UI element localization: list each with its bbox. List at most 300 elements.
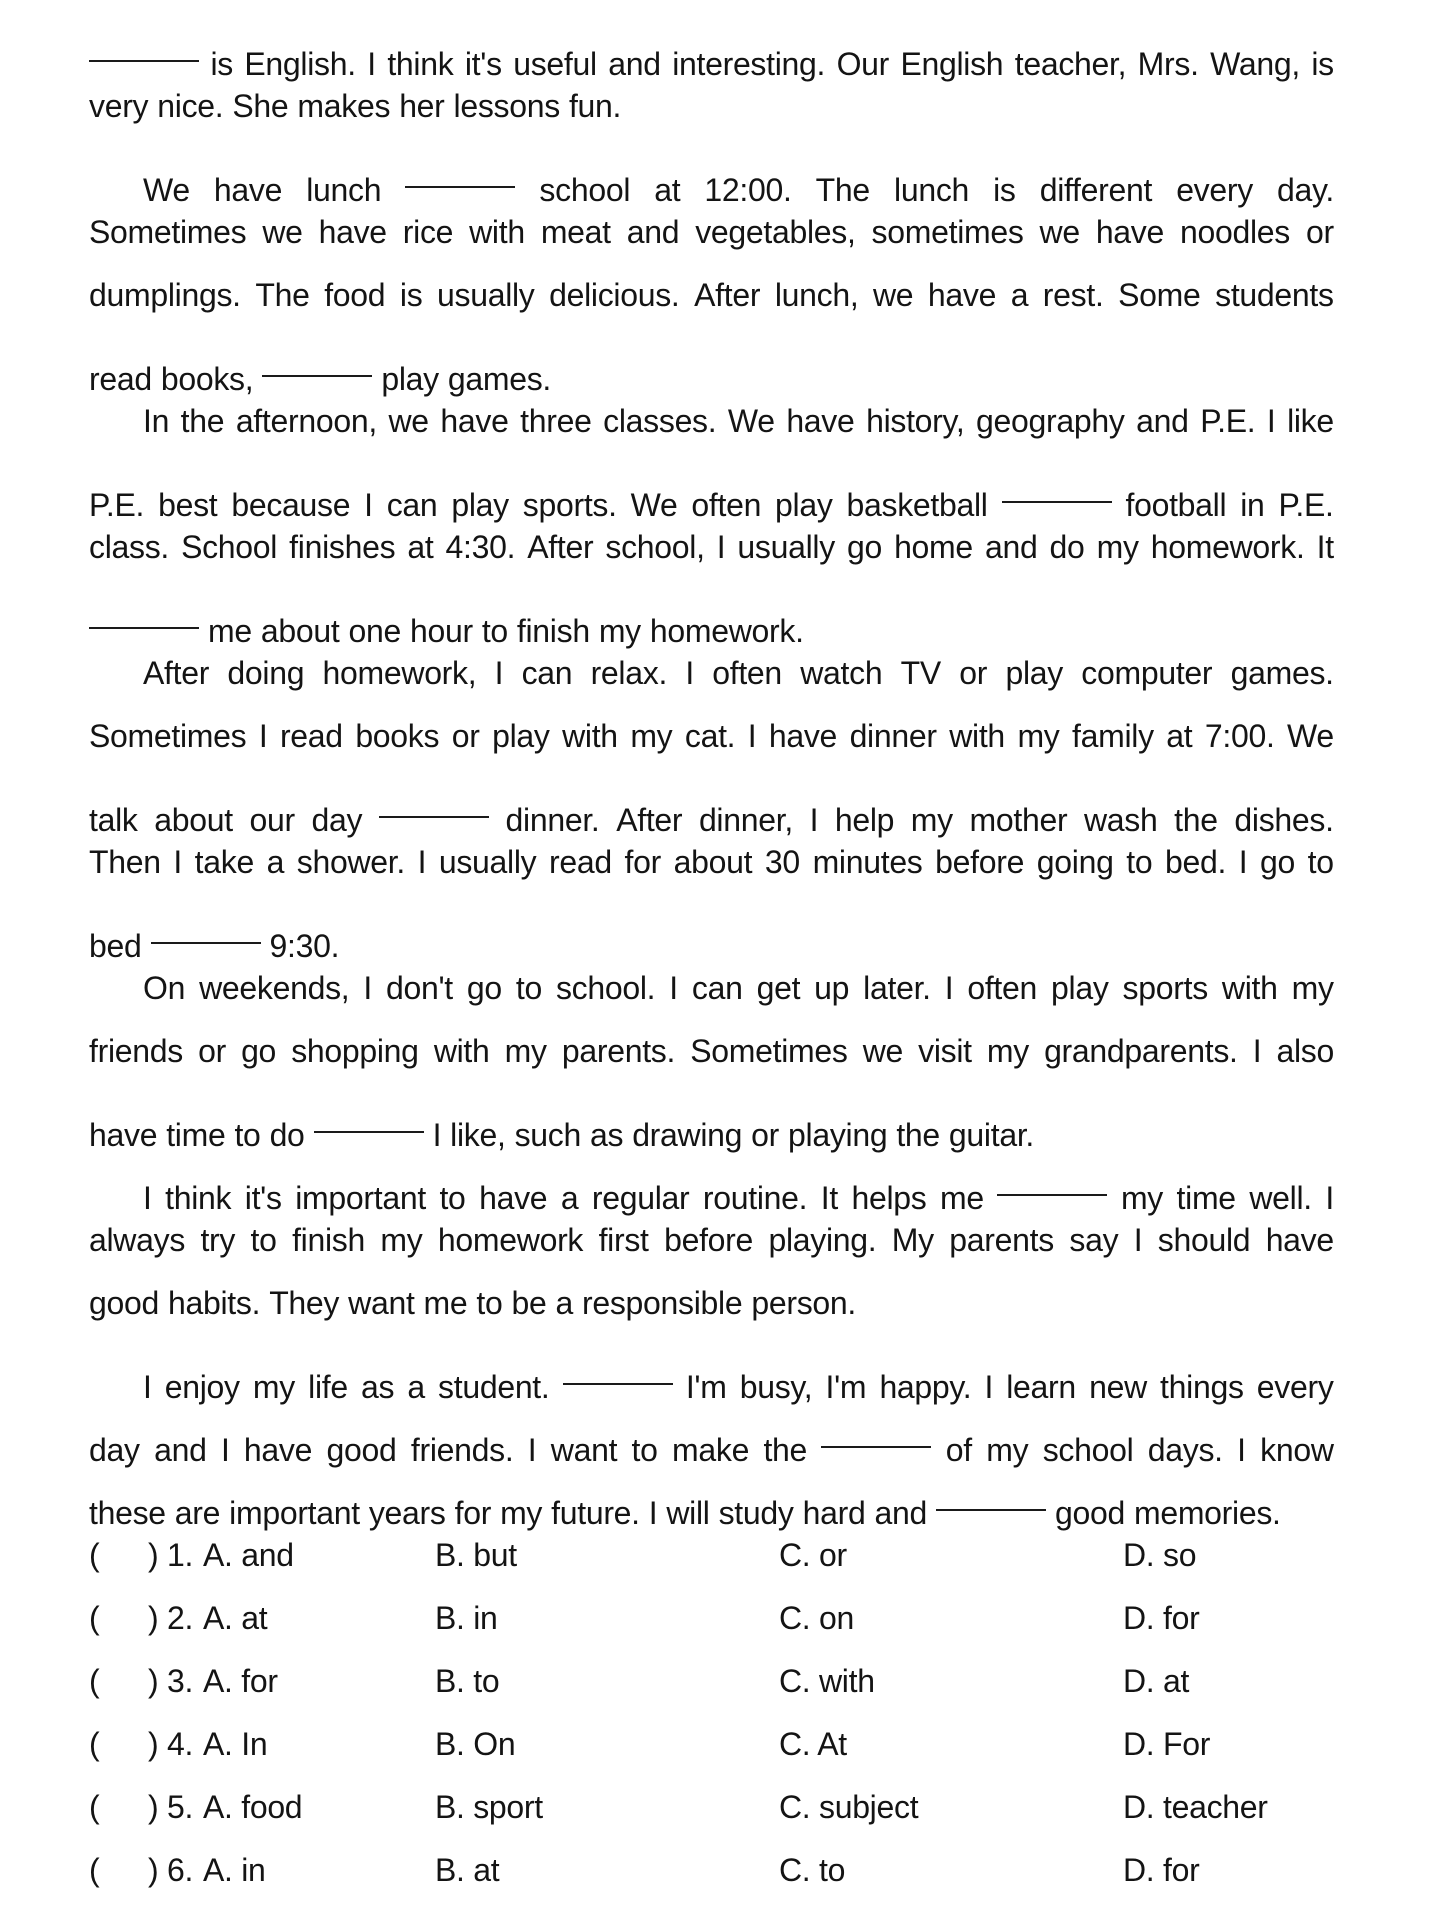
answer-blank[interactable] xyxy=(262,327,372,390)
passage-word: and xyxy=(154,1432,207,1468)
passage-word: years xyxy=(368,1495,446,1531)
passage-word: have xyxy=(318,214,387,250)
passage-word: at xyxy=(407,529,434,565)
passage-word: learn xyxy=(1006,1369,1076,1405)
passage-word: busy, xyxy=(739,1369,813,1405)
passage-word: play xyxy=(451,487,509,523)
passage-word: usually xyxy=(438,844,537,880)
passage-word: go xyxy=(466,970,502,1006)
option-a[interactable]: A. food xyxy=(203,1789,303,1825)
passage-word: with xyxy=(1221,970,1278,1006)
passage-word: and xyxy=(608,46,661,82)
passage-line xyxy=(89,768,1334,838)
passage-word: We xyxy=(630,487,678,523)
passage-word: English xyxy=(900,46,1004,82)
passage-word: the xyxy=(763,1432,808,1468)
answer-blank[interactable] xyxy=(936,1461,1046,1524)
passage-word: I xyxy=(494,655,504,691)
passage-word: with xyxy=(562,718,618,754)
answer-paren-open[interactable]: ( xyxy=(89,1789,100,1825)
passage-word: before xyxy=(935,844,1025,880)
passage-word: bed xyxy=(89,928,142,964)
passage-word: get xyxy=(756,970,801,1006)
passage-word: with xyxy=(949,718,1005,754)
passage-word: her xyxy=(399,88,445,124)
question-number: 1. xyxy=(167,1537,194,1573)
passage-word: grandparents. xyxy=(1044,1033,1238,1069)
option-c[interactable]: C. with xyxy=(779,1663,875,1699)
passage-word: Some xyxy=(1118,277,1201,313)
answer-blank[interactable] xyxy=(821,1398,931,1461)
passage-word: these xyxy=(89,1495,166,1531)
passage-word: I'm xyxy=(825,1369,867,1405)
question-row xyxy=(89,1839,1389,1902)
passage-word: or xyxy=(451,718,480,754)
passage-word: things xyxy=(1160,1369,1244,1405)
passage-word: day. xyxy=(1277,172,1334,208)
passage-word: homework xyxy=(437,1222,584,1258)
passage-word: read xyxy=(549,844,612,880)
passage-word: every xyxy=(1256,1369,1334,1405)
passage-word: responsible xyxy=(582,1285,743,1321)
passage-word: up xyxy=(814,970,850,1006)
passage-word: playing. xyxy=(768,1222,877,1258)
passage-line xyxy=(89,642,1334,705)
passage-word: in xyxy=(1240,487,1265,523)
passage-word: The xyxy=(255,277,310,313)
passage-word: a xyxy=(407,1369,425,1405)
passage-word: relax. xyxy=(590,655,668,691)
passage-word: school, xyxy=(605,529,705,565)
passage-word: be xyxy=(511,1285,547,1321)
passage-word: will xyxy=(666,1495,710,1531)
answer-paren-close: ) xyxy=(148,1789,159,1825)
question-number: 4. xyxy=(167,1726,194,1762)
passage-word: I xyxy=(143,1369,152,1405)
answer-paren-open[interactable]: ( xyxy=(89,1537,100,1573)
passage-line xyxy=(89,453,1334,523)
passage-word: friends. xyxy=(410,1432,514,1468)
passage-word: with xyxy=(433,1033,490,1069)
passage-word: do xyxy=(269,1117,305,1153)
passage-word: go xyxy=(847,529,882,565)
passage-word: as xyxy=(361,1369,395,1405)
passage-word: basketball xyxy=(846,487,988,523)
passage-word: afternoon, xyxy=(235,403,377,439)
passage-word: I xyxy=(809,802,819,838)
passage-word: take xyxy=(194,844,254,880)
passage-word: makes xyxy=(297,88,391,124)
passage-word: After xyxy=(694,277,761,313)
passage-word: I xyxy=(367,46,376,82)
passage-word: my xyxy=(598,613,641,649)
passage-word: We xyxy=(1287,718,1334,754)
passage-word: always xyxy=(89,1222,186,1258)
passage-line xyxy=(89,201,1334,264)
passage-word: memories. xyxy=(1133,1495,1281,1531)
passage-line xyxy=(89,390,1334,453)
passage-word: Sometimes xyxy=(89,718,247,754)
passage-word: have xyxy=(1095,214,1165,250)
option-c[interactable]: C. At xyxy=(779,1726,847,1762)
passage-word: I xyxy=(363,970,372,1006)
passage-word: computer xyxy=(1081,655,1213,691)
passage-word: and xyxy=(1136,403,1189,439)
passage-word: I xyxy=(944,970,954,1006)
passage-word: drawing xyxy=(632,1117,743,1153)
passage-word: friends xyxy=(89,1033,183,1069)
passage-word: like, xyxy=(450,1117,506,1153)
passage-word: have xyxy=(440,403,509,439)
passage-word: to xyxy=(481,613,508,649)
passage-word: I xyxy=(716,529,726,565)
passage-word: lessons xyxy=(453,88,560,124)
answer-paren-close: ) xyxy=(148,1663,159,1699)
passage-word: books xyxy=(355,718,440,754)
passage-word: finishes xyxy=(289,529,396,565)
passage-word: want xyxy=(348,1285,415,1321)
passage-word: we xyxy=(262,214,303,250)
passage-word: homework. xyxy=(649,613,804,649)
passage-word: I xyxy=(258,718,268,754)
passage-word: They xyxy=(269,1285,340,1321)
passage-word: shopping xyxy=(291,1033,419,1069)
passage-word: my xyxy=(504,1033,547,1069)
passage-word: meat xyxy=(540,214,611,250)
passage-word: to xyxy=(1126,844,1153,880)
passage-word: or xyxy=(751,1117,780,1153)
passage-word: play xyxy=(1051,970,1109,1006)
passage-word: homework. xyxy=(1150,529,1305,565)
passage-word: helps xyxy=(851,1180,927,1216)
passage-line xyxy=(89,1272,1334,1335)
passage-word: say xyxy=(1069,1222,1119,1258)
passage-word: It xyxy=(820,1180,838,1216)
passage-word: help xyxy=(834,802,895,838)
passage-word: nice. xyxy=(157,88,224,124)
question-number: 3. xyxy=(167,1663,194,1699)
passage-word: have xyxy=(479,1180,548,1216)
passage-word: we xyxy=(862,1033,903,1069)
passage-word: my xyxy=(500,1495,543,1531)
passage-word: going xyxy=(1036,844,1114,880)
passage-word: Sometimes xyxy=(89,214,247,250)
passage-word: Sometimes xyxy=(690,1033,848,1069)
option-b[interactable]: B. On xyxy=(435,1726,516,1762)
passage-line xyxy=(89,138,1334,208)
passage-word: In xyxy=(143,403,170,439)
passage-line xyxy=(89,1335,1334,1405)
passage-word: 4:30. xyxy=(445,529,516,565)
passage-word: I xyxy=(364,487,373,523)
option-a[interactable]: A. In xyxy=(203,1726,268,1762)
question-row xyxy=(89,1776,1389,1839)
passage-word: sports xyxy=(1122,970,1208,1006)
passage-word: 12:00. xyxy=(704,172,792,208)
passage-word: my xyxy=(630,718,673,754)
passage-word: Then xyxy=(89,844,161,880)
passage-word: 30 xyxy=(764,844,800,880)
passage-word: cat. xyxy=(684,718,736,754)
passage-word: the xyxy=(180,403,225,439)
passage-word: P.E. xyxy=(89,487,145,523)
passage-word: I xyxy=(984,1369,994,1405)
answer-blank[interactable] xyxy=(379,768,489,831)
passage-word: my xyxy=(986,1432,1029,1468)
passage-word: to xyxy=(1307,844,1334,880)
passage-word: don't xyxy=(385,970,453,1006)
question-number: 6. xyxy=(167,1852,194,1888)
passage-word: minutes xyxy=(812,844,923,880)
passage-word: games. xyxy=(447,361,551,397)
passage-word: one xyxy=(348,613,401,649)
passage-word: habits. xyxy=(168,1285,261,1321)
passage-word: about xyxy=(154,802,233,838)
passage-word: class. xyxy=(89,529,169,565)
passage-word: our xyxy=(249,802,295,838)
passage-word: I xyxy=(685,655,694,691)
option-c[interactable]: C. or xyxy=(779,1537,847,1573)
passage-word: think xyxy=(165,1180,232,1216)
passage-word: about xyxy=(673,844,753,880)
passage-word: to xyxy=(476,1285,503,1321)
passage-word: shower. xyxy=(296,844,405,880)
passage-word: history, xyxy=(866,403,965,439)
passage-word: also xyxy=(1276,1033,1334,1069)
passage-word: I xyxy=(1325,1180,1334,1216)
passage-word: me xyxy=(208,613,252,649)
passage-line xyxy=(89,327,1334,397)
passage-word: bed. xyxy=(1164,844,1227,880)
passage-word: The xyxy=(815,172,870,208)
question-number: 5. xyxy=(167,1789,194,1825)
passage-word: noodles xyxy=(1179,214,1290,250)
option-c[interactable]: C. on xyxy=(779,1600,854,1636)
cloze-passage xyxy=(89,12,1334,1531)
passage-word: dinner. xyxy=(505,802,600,838)
passage-line xyxy=(89,705,1334,768)
passage-word: my xyxy=(380,1222,423,1258)
answer-blank[interactable] xyxy=(997,1146,1107,1209)
passage-word: often xyxy=(691,487,762,523)
option-d[interactable]: D. teacher xyxy=(1123,1789,1268,1825)
passage-word: P.E. xyxy=(1278,487,1334,523)
passage-word: students xyxy=(1215,277,1334,313)
option-a[interactable]: A. and xyxy=(203,1537,294,1573)
passage-word: I xyxy=(1252,1033,1262,1069)
passage-word: mother xyxy=(969,802,1068,838)
passage-word: at xyxy=(654,172,681,208)
passage-line xyxy=(89,264,1334,327)
passage-word: delicious. xyxy=(549,277,680,313)
passage-word: On xyxy=(143,970,186,1006)
passage-word: She xyxy=(232,88,289,124)
passage-word: finish xyxy=(516,613,590,649)
passage-word: 7:00. xyxy=(1204,718,1275,754)
answer-paren-close: ) xyxy=(148,1726,159,1762)
passage-word: dinner xyxy=(849,718,937,754)
passage-word: I xyxy=(417,844,427,880)
option-b[interactable]: B. but xyxy=(435,1537,517,1573)
passage-word: play xyxy=(775,487,833,523)
answer-blank[interactable] xyxy=(89,12,199,75)
answer-blank[interactable] xyxy=(89,579,199,642)
passage-word: I xyxy=(1133,1222,1143,1258)
passage-word: talk xyxy=(89,802,138,838)
passage-word: can xyxy=(691,970,743,1006)
passage-word: After xyxy=(143,655,210,691)
passage-word: I xyxy=(1266,403,1276,439)
passage-word: because xyxy=(231,487,351,523)
passage-word: good xyxy=(89,1285,159,1321)
passage-word: visit xyxy=(918,1033,972,1069)
question-row xyxy=(89,1587,1389,1650)
option-b[interactable]: B. at xyxy=(435,1852,500,1888)
passage-line xyxy=(89,579,1334,649)
passage-word: is xyxy=(210,46,233,82)
answer-blank[interactable] xyxy=(563,1335,673,1398)
option-d[interactable]: D. at xyxy=(1123,1663,1190,1699)
question-number: 2. xyxy=(167,1600,194,1636)
passage-word: my xyxy=(1096,529,1139,565)
passage-word: school xyxy=(1042,1432,1134,1468)
option-b[interactable]: B. in xyxy=(435,1600,498,1636)
answer-blank[interactable] xyxy=(151,894,261,957)
passage-word: new xyxy=(1089,1369,1147,1405)
passage-word: before xyxy=(664,1222,754,1258)
passage-word: to xyxy=(234,1117,261,1153)
option-a[interactable]: A. in xyxy=(203,1852,266,1888)
passage-word: such xyxy=(514,1117,581,1153)
passage-word: lunch xyxy=(894,172,970,208)
passage-line xyxy=(89,957,1334,1020)
passage-word: TV xyxy=(900,655,941,691)
passage-word: I xyxy=(1238,844,1248,880)
passage-word: or xyxy=(198,1033,226,1069)
passage-word: or xyxy=(1305,214,1334,250)
answer-paren-open[interactable]: ( xyxy=(89,1663,100,1699)
answer-paren-close: ) xyxy=(148,1600,159,1636)
passage-word: After xyxy=(527,529,594,565)
question-row xyxy=(89,1524,1389,1587)
passage-word: best xyxy=(158,487,218,523)
passage-line xyxy=(89,12,1334,82)
passage-word: and xyxy=(874,1495,927,1531)
option-d[interactable]: D. for xyxy=(1123,1852,1200,1888)
passage-word: to xyxy=(631,1432,658,1468)
passage-word: a xyxy=(555,1285,573,1321)
passage-word: vegetables, xyxy=(695,214,856,250)
passage-word: useful xyxy=(513,46,597,82)
passage-word: student. xyxy=(438,1369,550,1405)
passage-line xyxy=(89,831,1334,894)
passage-word: usually xyxy=(437,277,535,313)
passage-word: have xyxy=(213,172,283,208)
passage-word: Our xyxy=(836,46,890,82)
answer-paren-open[interactable]: ( xyxy=(89,1726,100,1762)
passage-word: play xyxy=(1005,655,1063,691)
passage-word: P.E. xyxy=(1200,403,1256,439)
passage-word: do xyxy=(1049,529,1085,565)
answer-paren-open[interactable]: ( xyxy=(89,1852,100,1888)
passage-word: 9:30. xyxy=(269,928,340,964)
passage-word: different xyxy=(1039,172,1153,208)
option-a[interactable]: A. at xyxy=(203,1600,268,1636)
option-b[interactable]: B. to xyxy=(435,1663,500,1699)
passage-word: can xyxy=(386,487,438,523)
passage-word: my xyxy=(1120,1180,1164,1216)
passage-word: home xyxy=(894,529,973,565)
passage-word: My xyxy=(891,1222,934,1258)
passage-word: We xyxy=(727,403,775,439)
passage-word: is xyxy=(1311,46,1334,82)
passage-word: hard xyxy=(802,1495,866,1531)
passage-word: I xyxy=(1237,1432,1246,1468)
passage-word: interesting. xyxy=(672,46,826,82)
passage-word: lunch, xyxy=(774,277,859,313)
option-c[interactable]: C. subject xyxy=(779,1789,919,1825)
passage-word: have xyxy=(1265,1222,1334,1258)
passage-word: parents. xyxy=(561,1033,676,1069)
passage-word: play xyxy=(492,718,550,754)
passage-line xyxy=(89,1083,1334,1153)
passage-word: teacher, xyxy=(1014,46,1127,82)
passage-word: the xyxy=(896,1117,940,1153)
option-d[interactable]: D. For xyxy=(1123,1726,1211,1762)
passage-word: to xyxy=(439,1180,466,1216)
option-c[interactable]: C. to xyxy=(779,1852,846,1888)
passage-word: to xyxy=(515,970,542,1006)
passage-word: go xyxy=(241,1033,277,1069)
passage-word: We xyxy=(143,172,190,208)
option-a[interactable]: A. for xyxy=(203,1663,278,1699)
passage-word: can xyxy=(521,655,573,691)
passage-word: regular xyxy=(591,1180,690,1216)
passage-word: school. xyxy=(555,970,656,1006)
passage-word: important xyxy=(229,1495,360,1531)
option-d[interactable]: D. for xyxy=(1123,1600,1200,1636)
passage-word: doing xyxy=(227,655,305,691)
passage-word: football xyxy=(1125,487,1227,523)
passage-word: often xyxy=(712,655,782,691)
passage-word: School xyxy=(181,529,278,565)
answer-blank[interactable] xyxy=(1002,453,1112,516)
passage-word: read xyxy=(279,718,343,754)
passage-word: I xyxy=(220,1432,230,1468)
passage-word: think xyxy=(387,46,454,82)
answer-blank[interactable] xyxy=(405,138,515,201)
passage-word: rest. xyxy=(1042,277,1104,313)
passage-word: day xyxy=(311,802,363,838)
answer-blank[interactable] xyxy=(314,1083,424,1146)
passage-word: make xyxy=(672,1432,750,1468)
option-d[interactable]: D. so xyxy=(1123,1537,1197,1573)
answer-paren-open[interactable]: ( xyxy=(89,1600,100,1636)
passage-word: books, xyxy=(160,361,254,397)
passage-word: dishes. xyxy=(1234,802,1334,838)
passage-word: day xyxy=(89,1432,140,1468)
passage-word: happy. xyxy=(879,1369,972,1405)
passage-word: English. xyxy=(244,46,356,82)
passage-word: I xyxy=(669,970,678,1006)
option-b[interactable]: B. sport xyxy=(435,1789,543,1825)
passage-word: Mrs. xyxy=(1137,46,1199,82)
passage-word: finish xyxy=(292,1222,365,1258)
passage-word: about xyxy=(260,613,340,649)
passage-word: the xyxy=(1174,802,1218,838)
passage-word: me xyxy=(423,1285,468,1321)
passage-word: sometimes xyxy=(871,214,1024,250)
